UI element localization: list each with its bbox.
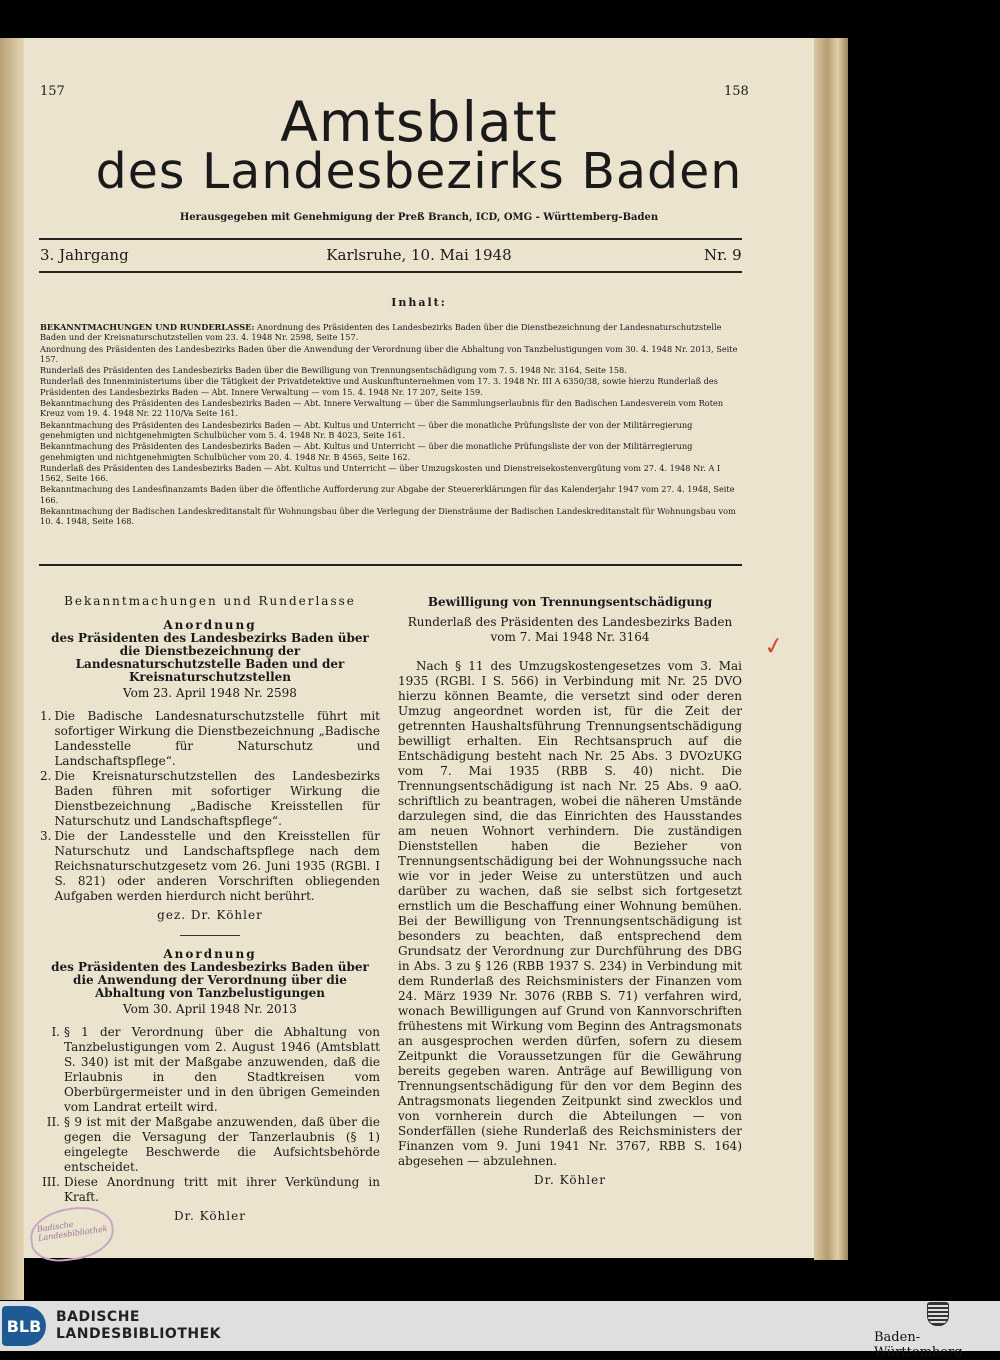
blb-wordmark[interactable] <box>56 1309 221 1343</box>
signature: Dr. Köhler <box>534 1173 606 1187</box>
signature: gez. Dr. Köhler <box>157 908 263 922</box>
toc-entry: Anordnung des Präsidenten des Landesbezirks Baden über die Anwendung der Verordnung über die Abhaltung von Tanzbelustigungen vom 30. 4. 1948 Nr. 2013, Seite 157. <box>40 343 738 364</box>
rule-under-toc <box>39 564 742 566</box>
rule-top <box>39 238 742 240</box>
blb-logo-icon[interactable]: BLB <box>2 1306 46 1346</box>
publisher-line: Herausgegeben mit Genehmigung der Preß Branch, ICD, OMG - Württemberg-Baden <box>179 212 659 223</box>
check-mark-icon: ✓ <box>761 630 787 662</box>
anordnung-2-title: des Präsidenten des Landesbezirks Baden über die Anwendung der Verordnung über die Abhaltung von Tanzbelustigungen <box>51 960 369 1000</box>
page-number-right: 158 <box>724 84 749 99</box>
article-date: vom 7. Mai 1948 Nr. 3164 <box>490 630 650 644</box>
anordnung-2-date: Vom 30. April 1948 Nr. 2013 <box>123 1002 297 1016</box>
toc-entry: Runderlaß des Präsidenten des Landesbezirks Baden über die Bewilligung von Trennungsentschädigung vom 7. 5. 1948 Nr. 3164, Seite 158. <box>40 365 627 376</box>
right-column <box>398 596 742 1192</box>
toc-entry: Bekanntmachung des Präsidenten des Landesbezirks Baden — Abt. Kultus und Unterricht — über die monatliche Prüfungsliste der von der Militärregierung genehmigten und nichtgenehmigten Schulbücher vom 20. 4. 1948 Nr. B 4565, Seite 162. <box>40 441 693 462</box>
toc-heading: Inhalt: <box>391 296 447 309</box>
list-item: II. § 9 ist mit der Maßgabe anzuwenden, daß über die gegen die Versagung der Tanzerlaubnis (§ 1) eingelegte Beschwerde die Aufsichtsbehörde entscheidet. <box>46 1115 380 1174</box>
rule-under-issue <box>39 271 742 273</box>
divider <box>180 935 240 936</box>
document-page <box>24 38 814 1258</box>
anordnung-1-title: des Präsidenten des Landesbezirks Baden über die Dienstbezeichnung der Landesnaturschutzstelle Baden und der Kreisnaturschutzstellen <box>51 631 369 684</box>
signature: Dr. Köhler <box>174 1209 246 1223</box>
masthead-title: Amtsblatt <box>280 90 558 154</box>
blb-line-2: LANDESBIBLIOTHEK <box>56 1326 222 1342</box>
bw-label: Baden-Württemberg <box>874 1330 963 1360</box>
page-number-left: 157 <box>40 84 65 99</box>
masthead-subtitle: des Landesbezirks Baden <box>95 143 743 200</box>
book-edge <box>814 38 848 1260</box>
blb-line-1: BADISCHE <box>56 1309 140 1325</box>
anordnung-1-date: Vom 23. April 1948 Nr. 2598 <box>123 686 297 700</box>
toc-entry: Runderlaß des Innenministeriums über die Tätigkeit der Privatdetektive und Auskunftunternehmen vom 17. 3. 1948 Nr. III A 6350/38, sowie hierzu Runderlaß des Präsidenten des Landesbezirks Baden — Abt. Innere Verwaltung — vom 15. 4. 1948 Nr. 17 207, Seite 159. <box>40 376 718 397</box>
toc-entry: Runderlaß des Präsidenten des Landesbezirks Baden — Abt. Kultus und Unterricht — über Umzugskosten und Dienstreisekostenvergütung vom 27. 4. 1948 Nr. A I 1562, Seite 166. <box>40 462 721 484</box>
list-item: III. Diese Anordnung tritt mit ihrer Verkündung in Kraft. <box>41 1175 380 1204</box>
toc-entry: Bekanntmachung der Badischen Landeskreditanstalt für Wohnungsbau über die Verlegung der Diensträume der Badischen Landeskreditanstalt für Wohnungsbau vom 10. 4. 1948, Seite 168. <box>40 506 736 527</box>
table-of-contents <box>40 322 742 528</box>
article-title: Bewilligung von Trennungsentschädigung <box>427 595 713 609</box>
toc-section-label: BEKANNTMACHUNGEN UND RUNDERLASSE: <box>40 322 255 332</box>
previous-page-edge <box>0 38 24 1300</box>
coat-of-arms-icon <box>927 1302 949 1326</box>
list-item: 2. Die Kreisnaturschutzstellen des Landesbezirks Baden führen mit sofortiger Wirkung die Dienstbezeichnung „Badische Kreisstellen für Naturschutz und Landschaftspflege“. <box>40 769 380 828</box>
anordnung-2-kicker: Anordnung <box>163 947 257 961</box>
volume: 3. Jahrgang <box>40 246 129 264</box>
toc-entry: Bekanntmachung des Präsidenten des Landesbezirks Baden — Abt. Innere Verwaltung — über die Sammlungserlaubnis für den Badischen Landesverein vom Roten Kreuz vom 19. 4. 1948 Nr. 22 110/Va Seite 161. <box>40 398 724 419</box>
issue-number: Nr. 9 <box>704 246 742 264</box>
article-subtitle: Runderlaß des Präsidenten des Landesbezirks Baden <box>407 615 733 629</box>
list-item: 1. Die Badische Landesnaturschutzstelle führt mit sofortiger Wirkung die Dienstbezeichnung „Badische Landesstelle für Naturschutz und Landschaftspflege“. <box>40 709 380 768</box>
list-item: 3. Die der Landesstelle und den Kreisstellen für Naturschutz und Landschaftspflege nach dem Reichsnaturschutzgesetz vom 26. Juni 1935 (RGBl. I S. 821) oder anderen Vorschriften obliegenden Aufgaben werden hierdurch nicht berührt. <box>40 829 380 903</box>
article-body: Nach § 11 des Umzugskostengesetzes vom 3. Mai 1935 (RGBl. I S. 566) in Verbindung mit Nr. 25 DVO hierzu können Beamte, die versetzt sind oder deren Umzug angeordnet worden ist, für die Zeit der getrennten Haushaltsführung Trennungsentschädigung bewilligt erhalten. Ein Rechtsanspruch auf die Entschädigung besteht nach Nr. 25 Abs. 3 DVOzUKG vom 7. Mai 1935 (RBB S. 40) nicht. Die Trennungsentschädigung ist nach Nr. 25 Abs. 9 aaO. schriftlich zu beantragen, wobei die näheren Umstände darzulegen sind, die das Einrichten des Hausstandes am neuen Wohnort verhindern. Die zuständigen Dienststellen haben die Bezieher von Trennungsentschädigung bei der Wohnungssuche nach wie vor in jeder Weise zu unterstützen und auch darüber zu wachen, daß sie selbst sich fortgesetzt ernstlich um die Beschaffung einer Wohnung bemühen. Bei der Bewilligung von Trennungsentschädigung ist besonders zu beachten, daß entsprechend dem Grundsatz der Verordnung zur Durchführung des DBG in Abs. 3 zu § 126 (RBB 1937 S. 234) in Verbindung mit dem Runderlaß des Reichsministers der Finanzen vom 24. März 1939 Nr. 3076 (RBB S. 71) verfahren wird, wonach Bewilligungen auf Grund von Kannvorschriften frühestens mit Wirkung vom Beginn des Antragsmonats an ausgesprochen werden dürfen, sofern zu diesem Zeitpunkt die Voraussetzungen für die Gewährung bereits gegeben waren. Anträge auf Bewilligung von Trennungsentschädigung für den vor dem Beginn des Antragsmonats liegenden Zeitpunkt sind zwecklos und von vornherein durch die Abteilungen — von Sonderfällen (siehe Runderlaß des Reichsministers der Finanzen vom 9. Juni 1941 Nr. 3767, RBB S. 164) abgesehen — abzulehnen. <box>398 659 742 1168</box>
toc-entry: Bekanntmachung des Präsidenten des Landesbezirks Baden — Abt. Kultus und Unterricht — über die monatliche Prüfungsliste der von der Militärregierung genehmigten und nichtgenehmigten Schulbücher vom 5. 4. 1948 Nr. B 4023, Seite 161. <box>40 419 693 440</box>
library-stamp: Badische Landesbibliothek <box>27 1202 117 1265</box>
place-date: Karlsruhe, 10. Mai 1948 <box>326 246 512 264</box>
left-column <box>40 594 380 1228</box>
anordnung-1-kicker: Anordnung <box>163 618 257 632</box>
toc-entry: BEKANNTMACHUNGEN UND RUNDERLASSE: Anordnung des Präsidenten des Landesbezirks Baden über die Dienstbezeichnung der Landesnaturschutzstelle Baden und der Kreisnaturschutzstellen vom 23. 4. 1948 Nr. 2598, Seite 157. <box>40 322 722 343</box>
section-title: Bekanntmachungen und Runderlasse <box>64 594 356 608</box>
toc-entry: Bekanntmachung des Landesfinanzamts Baden über die öffentliche Aufforderung zur Abgabe der Steuererklärungen für das Kalenderjahr 1947 vom 27. 4. 1948, Seite 166. <box>40 484 735 505</box>
list-item: I. § 1 der Verordnung über die Abhaltung von Tanzbelustigungen vom 2. August 1946 (Amtsblatt S. 340) ist mit der Maßgabe anzuwenden, daß die Erlaubnis in den Stadtkreisen vom Oberbürgermeister und in den übrigen Gemeinden vom Landrat erteilt wird. <box>51 1025 380 1114</box>
